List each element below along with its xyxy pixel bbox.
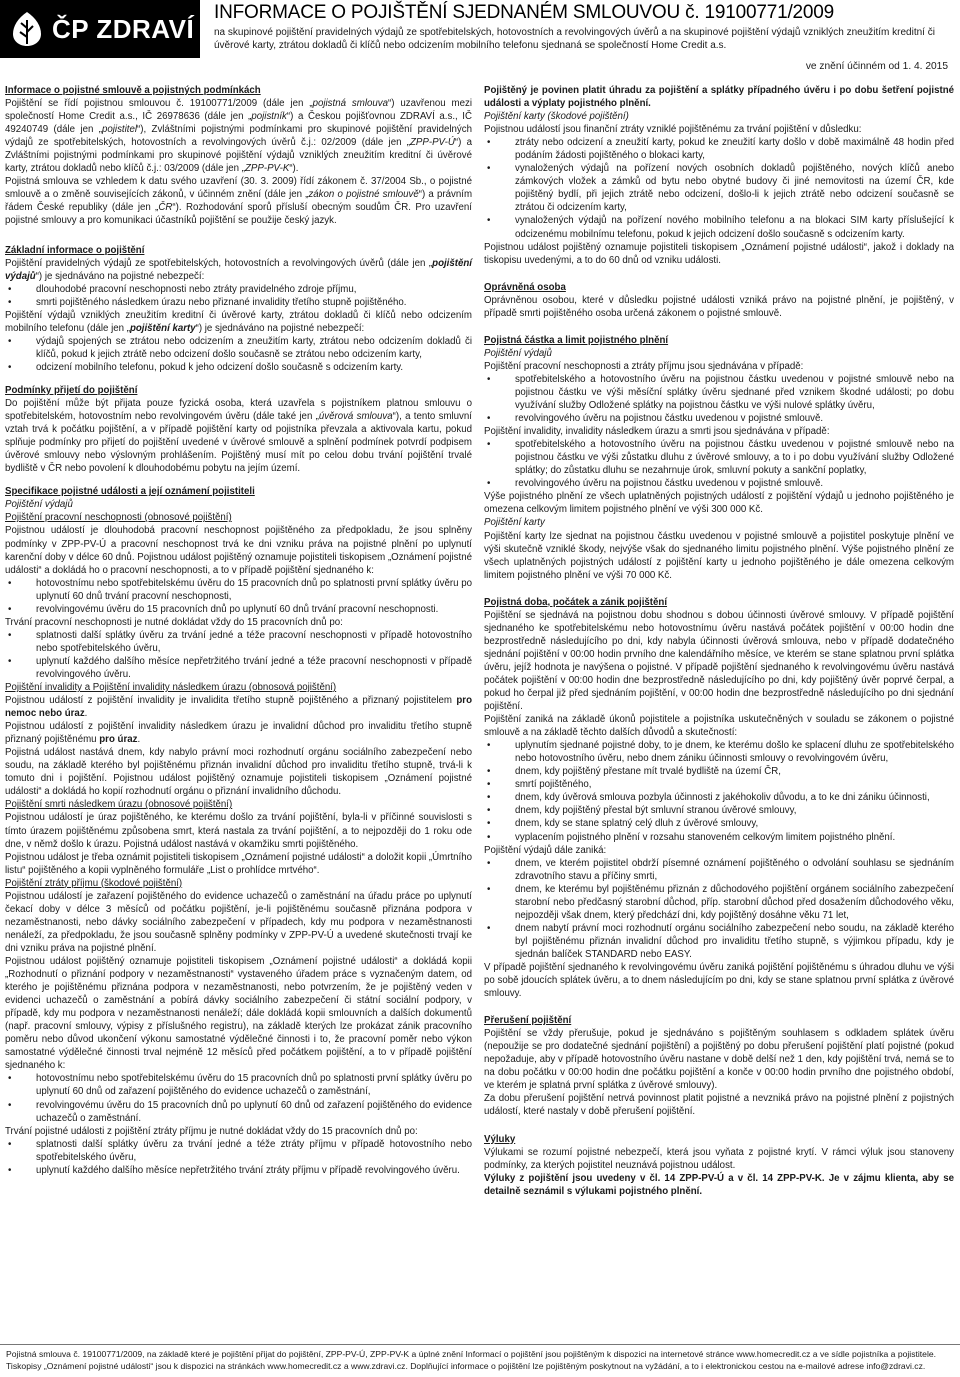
info-paragraph-2: Pojistná smlouva se vzhledem k datu svého uzavření (30. 3. 2009) řídí zákonem č. 37/2004 Sb., o pojistné smlouvě a o změně souvisejících zákonů, v účinném znění (dále jen „zákon o pojistné smlouvě“) a právním řádem České republiky (dále jen „ČR“). Rozhodování sporů přísluší obecným soudům ČR. Pro uzavření pojistné smlouvy a pro komunikaci účastníků pojištění se použije český jazyk. bbox=[5, 176, 473, 227]
exclusions-paragraph-1: Výlukami se rozumí pojistné nebezpečí, která jsou vyňata z pojistné krytí. V rámci výluk jsou stanoveny podmínky, za kterých pojistitel neuznává pojistnou událost. bbox=[484, 1146, 954, 1171]
left-column bbox=[5, 84, 472, 1177]
death-heading: Pojištění smrti následkem úrazu (obnosové pojištění) bbox=[5, 799, 233, 811]
payment-obligation-paragraph: Pojištěný je povinen platit úhradu za pojištění a splátky případného úvěru i po dobu šetření pojistné události a výplaty pojistného plnění. bbox=[484, 85, 954, 110]
list-item: • revolvingového úvěru na pojistnou částku uvedenou v pojistné smlouvě. bbox=[484, 477, 954, 490]
invalidity-paragraph-1: Pojistnou událostí z pojištění invalidity je invalidita třetího stupně pojištěného a přiznaný pojistitelem pro nemoc nebo úraz. bbox=[5, 695, 472, 720]
list-item: • dnem, kdy pojištěný přestane mít trvalé bydliště na území ČR, bbox=[484, 765, 954, 778]
list-item: • revolvingového úvěru na pojistnou částku uvedenou v pojistné smlouvě. bbox=[484, 412, 954, 425]
work-incapacity-list-2 bbox=[5, 629, 472, 681]
sum-limit-paragraph-3: Výše pojistného plnění ze všech uplatněných pojistných událostí z pojištění výdajů u jednoho pojištěného je omezena celkovým limitem pojistného plnění ve výši 300 000 Kč. bbox=[484, 491, 954, 516]
death-paragraph-2: Pojistnou událost je třeba oznámit pojistiteli tiskopisem „Oznámení pojistné události“ a doložit kopii „Úmrtního listu“ pojištěného a kopii vyplněného formuláře „List o prohlídce mrtvého“. bbox=[5, 851, 472, 876]
list-item: • dnem nabytí právní moci rozhodnutí orgánu sociálního zabezpečení nebo soudu, na základě kterého byl pojištěnému přiznán invalidní důchod pro invaliditu třetího stupně, s výjimkou případu, kdy je sjednán balíček STANDARD nebo EASY. bbox=[484, 922, 954, 961]
list-item: • dnem, kdy úvěrová smlouva pozbyla účinnosti z jakéhokoliv důvodu, a to ke dni zániku účinnosti, bbox=[484, 791, 954, 804]
card-list bbox=[484, 136, 954, 240]
income-loss-heading: Pojištění ztráty příjmu (škodové pojištění) bbox=[5, 877, 183, 889]
duration-list-2 bbox=[484, 857, 954, 961]
interruption-paragraph-1: Pojištění se vždy přerušuje, pokud je sjednáváno s pojištěným souhlasem s odkladem splátek úvěru (nepoužije se pro dodatečné sjednání pojištění) a pojištěný po dobu přerušení pojištění platí pojistné (pokud nepožaduje, aby v případě hotovostního úvěru nastane v době delší než 1 den, kdy pojištění trvá, nemá se to na dobu počátku v 00:00 hodin dne počátku pojištění a konče v 00:00 hodin prvního dne pojistného období, ve kterém je splatná první splátka z úvěrové smlouvy). bbox=[484, 1028, 954, 1092]
income-loss-paragraph-2: Pojistnou událost pojištěný oznamuje pojistiteli tiskopisem „Oznámení pojistné události“ a dokládá kopii „Rozhodnutí o přiznání podpory v nezaměstnanosti“ vystaveného úřadem práce s vyznačeným datem, od kterého je pojištěnému přiznána podpora v nezaměstnanosti, nebo potvrzením, že je pojištěný veden v evidenci uchazečů o zaměstnání a pobírá dávky sociálního zabezpečení či státní sociální podpory, v případě, kdy mu podpora v nezaměstnanosti nenáleží; dále dokládá kopii smlouvních a dalších dokumentů (např. pracovní smlouvy, výpisy z příslušného registru), na základě kterých lze prokázat zánik pracovního poměru nebo důvod ukončení výkonu samostatné výdělečné činnosti i to, že pracovní poměr nebo výkon samostatné výdělečné činnosti trval nejméně 12 měsíců před počátkem pojištění, a to v případě pojištění sjednaného k: bbox=[5, 956, 472, 1072]
duration-paragraph-1: Pojištění se sjednává na pojistnou dobu shodnou s dobou účinnosti úvěrové smlouvy. V případě pojištění sjednaného ke spotřebitelskému nebo hotovostnímu úvěru nastává počátek pojištění v 00:00 hodin dne bezprostředně následujícího po dni, kdy nabyla účinnosti úvěrová smlouva, nebo v případě dodatečného sjednání pojištění v 00:00 hodin prvního dne kalendářního měsíce, ve kterém se stane splatnou první splátka úvěru, jejíž hodnota je navýšena o pojistné. V případě pojištění sjednaného k revolvingovému úvěru nastává počátek pojištění v 00:00 hodin dne bezprostředně následujícího po dni, kdy pojištěný úvěr poprvé čerpal, a pokud ho čerpal již před sjednáním pojištění, v 00:00 hodin dne bezprostředně následujícího po dni sjednání pojištění. bbox=[484, 609, 954, 713]
exclusions-heading: Výluky bbox=[484, 1133, 516, 1145]
specification-heading: Specifikace pojistné události a její oznámení pojistiteli bbox=[5, 486, 255, 498]
sum-limit-subheading-card: Pojištění karty bbox=[484, 517, 545, 529]
basic-list-1 bbox=[5, 283, 472, 309]
duration-paragraph-2: Pojištění zaniká na základě úkonů pojistitele a pojistníka uskutečněných v souladu se zákonem o pojistné smlouvě a na základě těchto dalších důvodů a skutečností: bbox=[484, 714, 954, 739]
logo-text: ČP ZDRAVÍ bbox=[52, 13, 195, 44]
sum-limit-list-2 bbox=[484, 438, 954, 490]
list-item: • uplynutím sjednané pojistné doby, to je dnem, ke kterému došlo ke splacení dluhu ze spotřebitelského nebo hotovostního úvěru, nebo dnem zániku účinnosti smlouvy o revolvingovém úvěru, bbox=[484, 739, 954, 765]
work-incapacity-list-1 bbox=[5, 577, 472, 616]
duration-paragraph-3: Pojištění výdajů dále zaniká: bbox=[484, 844, 607, 856]
interruption-heading: Přerušení pojištění bbox=[484, 1015, 572, 1027]
conditions-paragraph: Do pojištění může být přijata pouze fyzická osoba, která uzavřela s pojistníkem platnou smlouvu o spotřebitelském, hotovostním nebo revolvingovém úvěru (dále také jen „úvěrová smlouva“), a tento smluvní vztah trvá k počátku pojištění, a v případě pojištění karty od pojistníka převzala a aktivovala kartu, pokud splňuje podmínky pro přijetí do pojištění uvedené v úvěrové smlouvě a splnění podmínek potvrdí podpisem úvěrové smlouvy nebo výslovným prohlášením. Pojištěný musí mít po celou dobu trvání pojištění trvalé bydliště v ČR nebo povolení k dlouhodobému pobytu na jejím území. bbox=[5, 398, 472, 475]
income-loss-list-1 bbox=[5, 1072, 472, 1124]
list-item: • ztráty nebo odcizení a zneužití karty, pokud ke zneužití karty došlo v době maximálně 48 hodin před podáním žádosti pojištěného o blokaci karty, bbox=[484, 136, 954, 162]
sum-limit-paragraph-2: Pojištění invalidity, invalidity následkem úrazu a smrti jsou sjednávána v případě: bbox=[484, 426, 830, 438]
document-subtitle: na skupinové pojištění pravidelných výdajů ze spotřebitelských, hotovostních a revolvingových úvěrů a na skupinové pojištění výdajů vzniklých zneužitím kreditní či úvěrové karty, ztrátou dokladů či klíčů nebo odcizením mobilního telefonu sjednaná se společností Home Credit a.s. bbox=[214, 27, 935, 51]
sum-limit-paragraph-4: Pojištění karty lze sjednat na pojistnou částku uvedenou v pojistné smlouvě a pojistitel poskytuje plnění ve výši skutečně vzniklé škody, nejvýše však do sjednaného limitu pojistného plnění. Výše pojistného plnění ze všech uplatněných pojistných událostí z pojištění karty u jednoho pojištěného je dále omezena celkovým limitem pojistného plnění ve výši 70 000 Kč. bbox=[484, 530, 954, 581]
right-column bbox=[484, 84, 954, 1198]
list-item: • uplynutí každého dalšího měsíce nepřetržitého trvání ztráty příjmu v případě revolvingového úvěru. bbox=[5, 1164, 472, 1177]
work-incapacity-paragraph-2: Trvání pracovní neschopnosti je nutné dokládat vždy do 15 pracovních dnů po: bbox=[5, 616, 343, 628]
list-item: • hotovostnímu nebo spotřebitelskému úvěru do 15 pracovních dnů po splatnosti první splátky úvěru po uplynutí 60 dnů od zařazení pojištěného do evidence uchazečů o zaměstnání, bbox=[5, 1072, 472, 1098]
list-item: • vynaložených výdajů na pořízení nových osobních dokladů pojištěného, nových klíčů anebo zámkových vložek a zámků od bytu nebo obytné budovy či jiné nemovitosti na území ČR, kde pojištěný bydlí, při jejich ztrátě nebo odcizení, došlo-li k jejich ztrátě nebo odcizení současně se ztrátou či odcizením karty, bbox=[484, 162, 954, 214]
basic-paragraph-2: Pojištění výdajů vzniklých zneužitím kreditní či úvěrové karty, ztrátou dokladů či klíčů nebo odcizením mobilního telefonu (dále jen „pojištění karty“) je sjednáváno na pojistné nebezpečí: bbox=[5, 309, 472, 334]
invalidity-paragraph-3: Pojistná událost nastává dnem, kdy nabylo právní moci rozhodnutí orgánu sociálního zabezpečení nebo soudu, na základě kterého byl pojištěnému přiznán invalidní důchod pro invaliditu třetího stupně, trvá-li k tomuto dni i pojištění. Pojistnou událost pojištěný oznamuje pojistiteli tiskopisem „Oznámení pojistné události“ a dokládá ho kopií rozhodnutí orgánu o přiznání invalidního důchodu. bbox=[5, 747, 472, 798]
list-item: • hotovostnímu nebo spotřebitelskému úvěru do 15 pracovních dnů po splatnosti první splátky úvěru po uplynutí 60 dnů trvání pracovní neschopnosti, bbox=[5, 577, 472, 603]
sum-limit-subheading: Pojištění výdajů bbox=[484, 347, 552, 359]
list-item: • splatnosti další splátky úvěru za trvání jedné a téže ztráty příjmu v případě hotovostního nebo spotřebitelského úvěru, bbox=[5, 1138, 472, 1164]
basic-paragraph-1: Pojištění pravidelných výdajů ze spotřebitelských, hotovostních a revolvingových úvěrů (dále jen „pojištění výdajů“) je sjednáváno na pojistné nebezpečí: bbox=[5, 257, 472, 282]
income-loss-paragraph-1: Pojistnou událostí je zařazení pojištěného do evidence uchazečů o zaměstnání na úřadu práce po uplynutí čekací doby v délce 3 měsíců od počátku pojištění, je-li pojištěnému současně přiznána podpora v nezaměstnanosti, nebo dávky sociálního zabezpečení v případech, kdy mu podpora v nezaměstnanosti nenáleží, za předpokladu, že jsou současně splněny podmínky v ZPP-PV-Ú a uvedené skutečnosti trvají ke dni vzniku práva na pojistné plnění. bbox=[5, 890, 472, 954]
list-item: • dnem, kdy pojištěný přestal být smluvní stranou úvěrové smlouvy, bbox=[484, 804, 954, 817]
interruption-paragraph-2: Za dobu přerušení pojištění netrvá povinnost platit pojistné a nevzniká právo na pojistné plnění z pojistných událostí, které nastaly v době přerušení pojištění. bbox=[484, 1093, 954, 1118]
conditions-heading: Podmínky přijetí do pojištění bbox=[5, 384, 138, 396]
list-item: • dlouhodobé pracovní neschopnosti nebo ztráty pravidelného zdroje příjmu, bbox=[5, 283, 472, 296]
list-item: • vynaložených výdajů na pořízení nového mobilního telefonu a na blokaci SIM karty příslušející k odcizenému mobilnímu telefonu, pokud k jejich odcizení došlo současně s odcizením karty. bbox=[484, 214, 954, 240]
sum-limit-heading: Pojistná částka a limit pojistného plnění bbox=[484, 334, 669, 346]
authorized-person-heading: Oprávněná osoba bbox=[484, 281, 566, 293]
invalidity-paragraph-2: Pojistnou událostí z pojištění invalidity následkem úrazu je invalidní důchod pro invaliditu třetího stupně přiznaný pojištěnému pro úraz. bbox=[5, 721, 472, 746]
basic-heading: Základní informace o pojištění bbox=[5, 244, 145, 256]
card-insurance-subheading: Pojištění karty (škodové pojištění) bbox=[484, 111, 629, 123]
income-loss-paragraph-3: Trvání pojistné události z pojištění ztráty příjmu je nutné dokládat vždy do 15 pracovních dnů po: bbox=[5, 1125, 418, 1137]
duration-paragraph-4: V případě pojištění sjednaného k revolvingovému úvěru zaniká pojištění pojištěnému s úhradou dluhu ve výši po sobě jdoucích splátek úvěru, a to dnem následujícím po dni, kdy se stane splatnou první splátka z úvěrové smlouvy. bbox=[484, 962, 954, 1000]
invalidity-heading: Pojištění invalidity a Pojištění invalidity následkem úrazu (obnosová pojištění) bbox=[5, 682, 337, 694]
list-item: • revolvingovému úvěru do 15 pracovních dnů po uplynutí 60 dnů od zařazení pojištěného do evidence uchazečů o zaměstnání. bbox=[5, 1099, 472, 1125]
duration-heading: Pojistná doba, počátek a zánik pojištění bbox=[484, 596, 668, 608]
list-item: • uplynutí každého dalšího měsíce nepřetržitého trvání jedné a téže pracovní neschopnosti v případě revolvingového úvěru. bbox=[5, 655, 472, 681]
list-item: • spotřebitelského a hotovostního úvěru na pojistnou částku uvedenou v pojistné smlouvě nebo na pojistnou částku ve výši zůstatku dluhu z úvěrové smlouvy, a to i po dobu využívání služby Odložené splátky; do zůstatku dluhu se nezahrnuje úrok, smluvní pokuty a sankční poplatky, bbox=[484, 438, 954, 477]
list-item: • smrti pojištěného následkem úrazu nebo přiznané invalidity třetího stupně pojištěného. bbox=[5, 296, 472, 309]
work-incapacity-heading: Pojištění pracovní neschopnosti (obnosové pojištění) bbox=[5, 512, 232, 524]
list-item: • dnem, ve kterém pojistitel obdrží písemné oznámení pojištěného o odvolání souhlasu se sjednáním zdravotního stavu a příčiny smrti, bbox=[484, 857, 954, 883]
document-title: INFORMACE O POJIŠTĚNÍ SJEDNANÉM SMLOUVOU č. 19100771/2009 bbox=[214, 2, 835, 23]
document-header bbox=[0, 0, 960, 72]
list-item: • odcizení mobilního telefonu, pokud k jeho odcizení došlo současně s odcizením karty. bbox=[5, 361, 472, 374]
duration-list-1 bbox=[484, 739, 954, 843]
exclusions-paragraph-2: Výluky z pojištění jsou uvedeny v čl. 14 ZPP-PV-Ú a v čl. 14 ZPP-PV-K. Je v zájmu klienta, aby se detailně seznámil s výlukami pojistného plnění. bbox=[484, 1172, 954, 1197]
info-heading: Informace o pojistné smlouvě a pojistných podmínkách bbox=[5, 85, 261, 96]
list-item: • dnem, ke kterému byl pojištěnému přiznán z důchodového pojištění orgánem sociálního zabezpečení starobní nebo předčasný starobní důchod, příp. starobní důchod před dosažením důchodového věku, nejpozději však dnem, který předchází dni, kdy pojištěný dosáhne věku 71 let, bbox=[484, 883, 954, 922]
basic-list-2 bbox=[5, 335, 472, 374]
income-loss-list-2 bbox=[5, 1138, 472, 1177]
work-incapacity-paragraph-1: Pojistnou událostí je dlouhodobá pracovní neschopnost pojištěného za předpokladu, že jsou splněny podmínky v ZPP-PV-Ú a pracovní neschopnost trvá ke dni vzniku práva na pojistné plnění po uplynutí karenční doby v délce 60 dnů. Pojistnou událost pojištěný oznamuje pojistiteli tiskopisem „Oznámení pojistné události“ a dokládá ho o pracovní neschopnosti, a to v případě pojištění sjednaného k: bbox=[5, 525, 472, 576]
specification-subheading: Pojištění výdajů bbox=[5, 499, 73, 511]
death-paragraph-1: Pojistnou událostí je úraz pojištěného, ke kterému došlo za trvání pojištění, byla-li v příčinné souvislosti s tímto úrazem pojištěnému způsobena smrt, která nastala za trvání pojištění, a to nejpozději do 1 roku ode dne, v němž došlo k úrazu. Pojistná událost nastává v okamžiku smrti pojištěného. bbox=[5, 812, 472, 850]
cp-zdravi-logo bbox=[0, 0, 200, 58]
list-item: • revolvingovému úvěru do 15 pracovních dnů po uplynutí 60 dnů trvání pracovní neschopnosti. bbox=[5, 603, 472, 616]
authorized-person-paragraph: Oprávněnou osobou, které v důsledku pojistné události vzniká právo na pojistné plnění, je pojištěný, v případě smrti pojištěného osoba určená zákonem o pojistné smlouvě. bbox=[484, 294, 954, 319]
card-paragraph-2: Pojistnou událost pojištěný oznamuje pojistiteli tiskopisem „Oznámení pojistné události“, jakož i doklady na tiskopisu uvedenými, a to do 60 dnů od vzniku události. bbox=[484, 241, 954, 266]
list-item: • dnem, kdy se stane splatný celý dluh z úvěrové smlouvy, bbox=[484, 817, 954, 830]
leaf-logo-icon bbox=[10, 10, 44, 48]
sum-limit-list-1 bbox=[484, 373, 954, 425]
list-item: • spotřebitelského a hotovostního úvěru na pojistnou částku uvedenou v pojistné smlouvě nebo na pojistnou částku ve výši měsíční splátky úvěru sjednané před vznikem škodné události; po dobu využívání služby Odložené splátky na pojistnou částku ve výši nulové splátky úvěru, bbox=[484, 373, 954, 412]
list-item: • výdajů spojených se ztrátou nebo odcizením a zneužitím karty, ztrátou nebo odcizením dokladů či klíčů, pokud k jejich ztrátě nebo odcizení došlo současně se ztrátou nebo odcizením karty, bbox=[5, 335, 472, 361]
document-footer: Pojistná smlouva č. 19100771/2009, na základě které je pojištění přijat do pojištění, ZPP-PV-Ú, ZPP-PV-K a úplné znění Informací o pojištění jsou pojištěným k dispozici na internetové stránce www.homecredit.cz a ve sídle pojistníka a pojistitele. Tiskopisy „Oznámení pojistné události“ jsou k dispozici na stránkách www.homecredit.cz a www.zdravi.cz. Doplňující informace o pojištění lze pojištěným poskytnout na vyžádání, a to i elektronickou cestou na e-mailové adrese info@zdravi.cz. bbox=[0, 1344, 960, 1372]
valid-from-date: ve znění účinném od 1. 4. 2015 bbox=[805, 61, 948, 72]
list-item: • smrtí pojištěného, bbox=[484, 778, 954, 791]
list-item: • splatnosti další splátky úvěru za trvání jedné a téže pracovní neschopnosti v případě hotovostního nebo spotřebitelského úvěru, bbox=[5, 629, 472, 655]
sum-limit-paragraph-1: Pojištění pracovní neschopnosti a ztráty příjmu jsou sjednávána v případě: bbox=[484, 360, 804, 372]
list-item: • vyplacením pojistného plnění v rozsahu stanoveném celkovým limitem pojistného plnění. bbox=[484, 831, 954, 844]
card-paragraph-1: Pojistnou událostí jsou finanční ztráty vzniklé pojištěnému za trvání pojištění v důsledku: bbox=[484, 124, 862, 136]
info-paragraph-1: Pojištění se řídí pojistnou smlouvou č. 19100771/2009 (dále jen „pojistná smlouva“) uzavřenou mezi společností Home Credit a.s., IČ 26978636 (dále jen „pojistník“) a Českou pojišťovnou ZDRAVÍ a.s., IČ 49240749 (dále jen „pojistitel“), Zvláštními pojistnými podmínkami pro skupinové pojištění pravidelných výdajů ze spotřebitelských, hotovostních a revolvingových úvěrů č.j.: 02/2009 (dále jen „ZPP-PV-Ú“) a Zvláštními pojistnými podmínkami pro skupinové pojištění výdajů vzniklých zneužitím kreditní či úvěrové karty, ztrátou dokladů nebo klíčů č.j.: 03/2009 (dále jen „ZPP-PV-K“). bbox=[5, 98, 473, 175]
